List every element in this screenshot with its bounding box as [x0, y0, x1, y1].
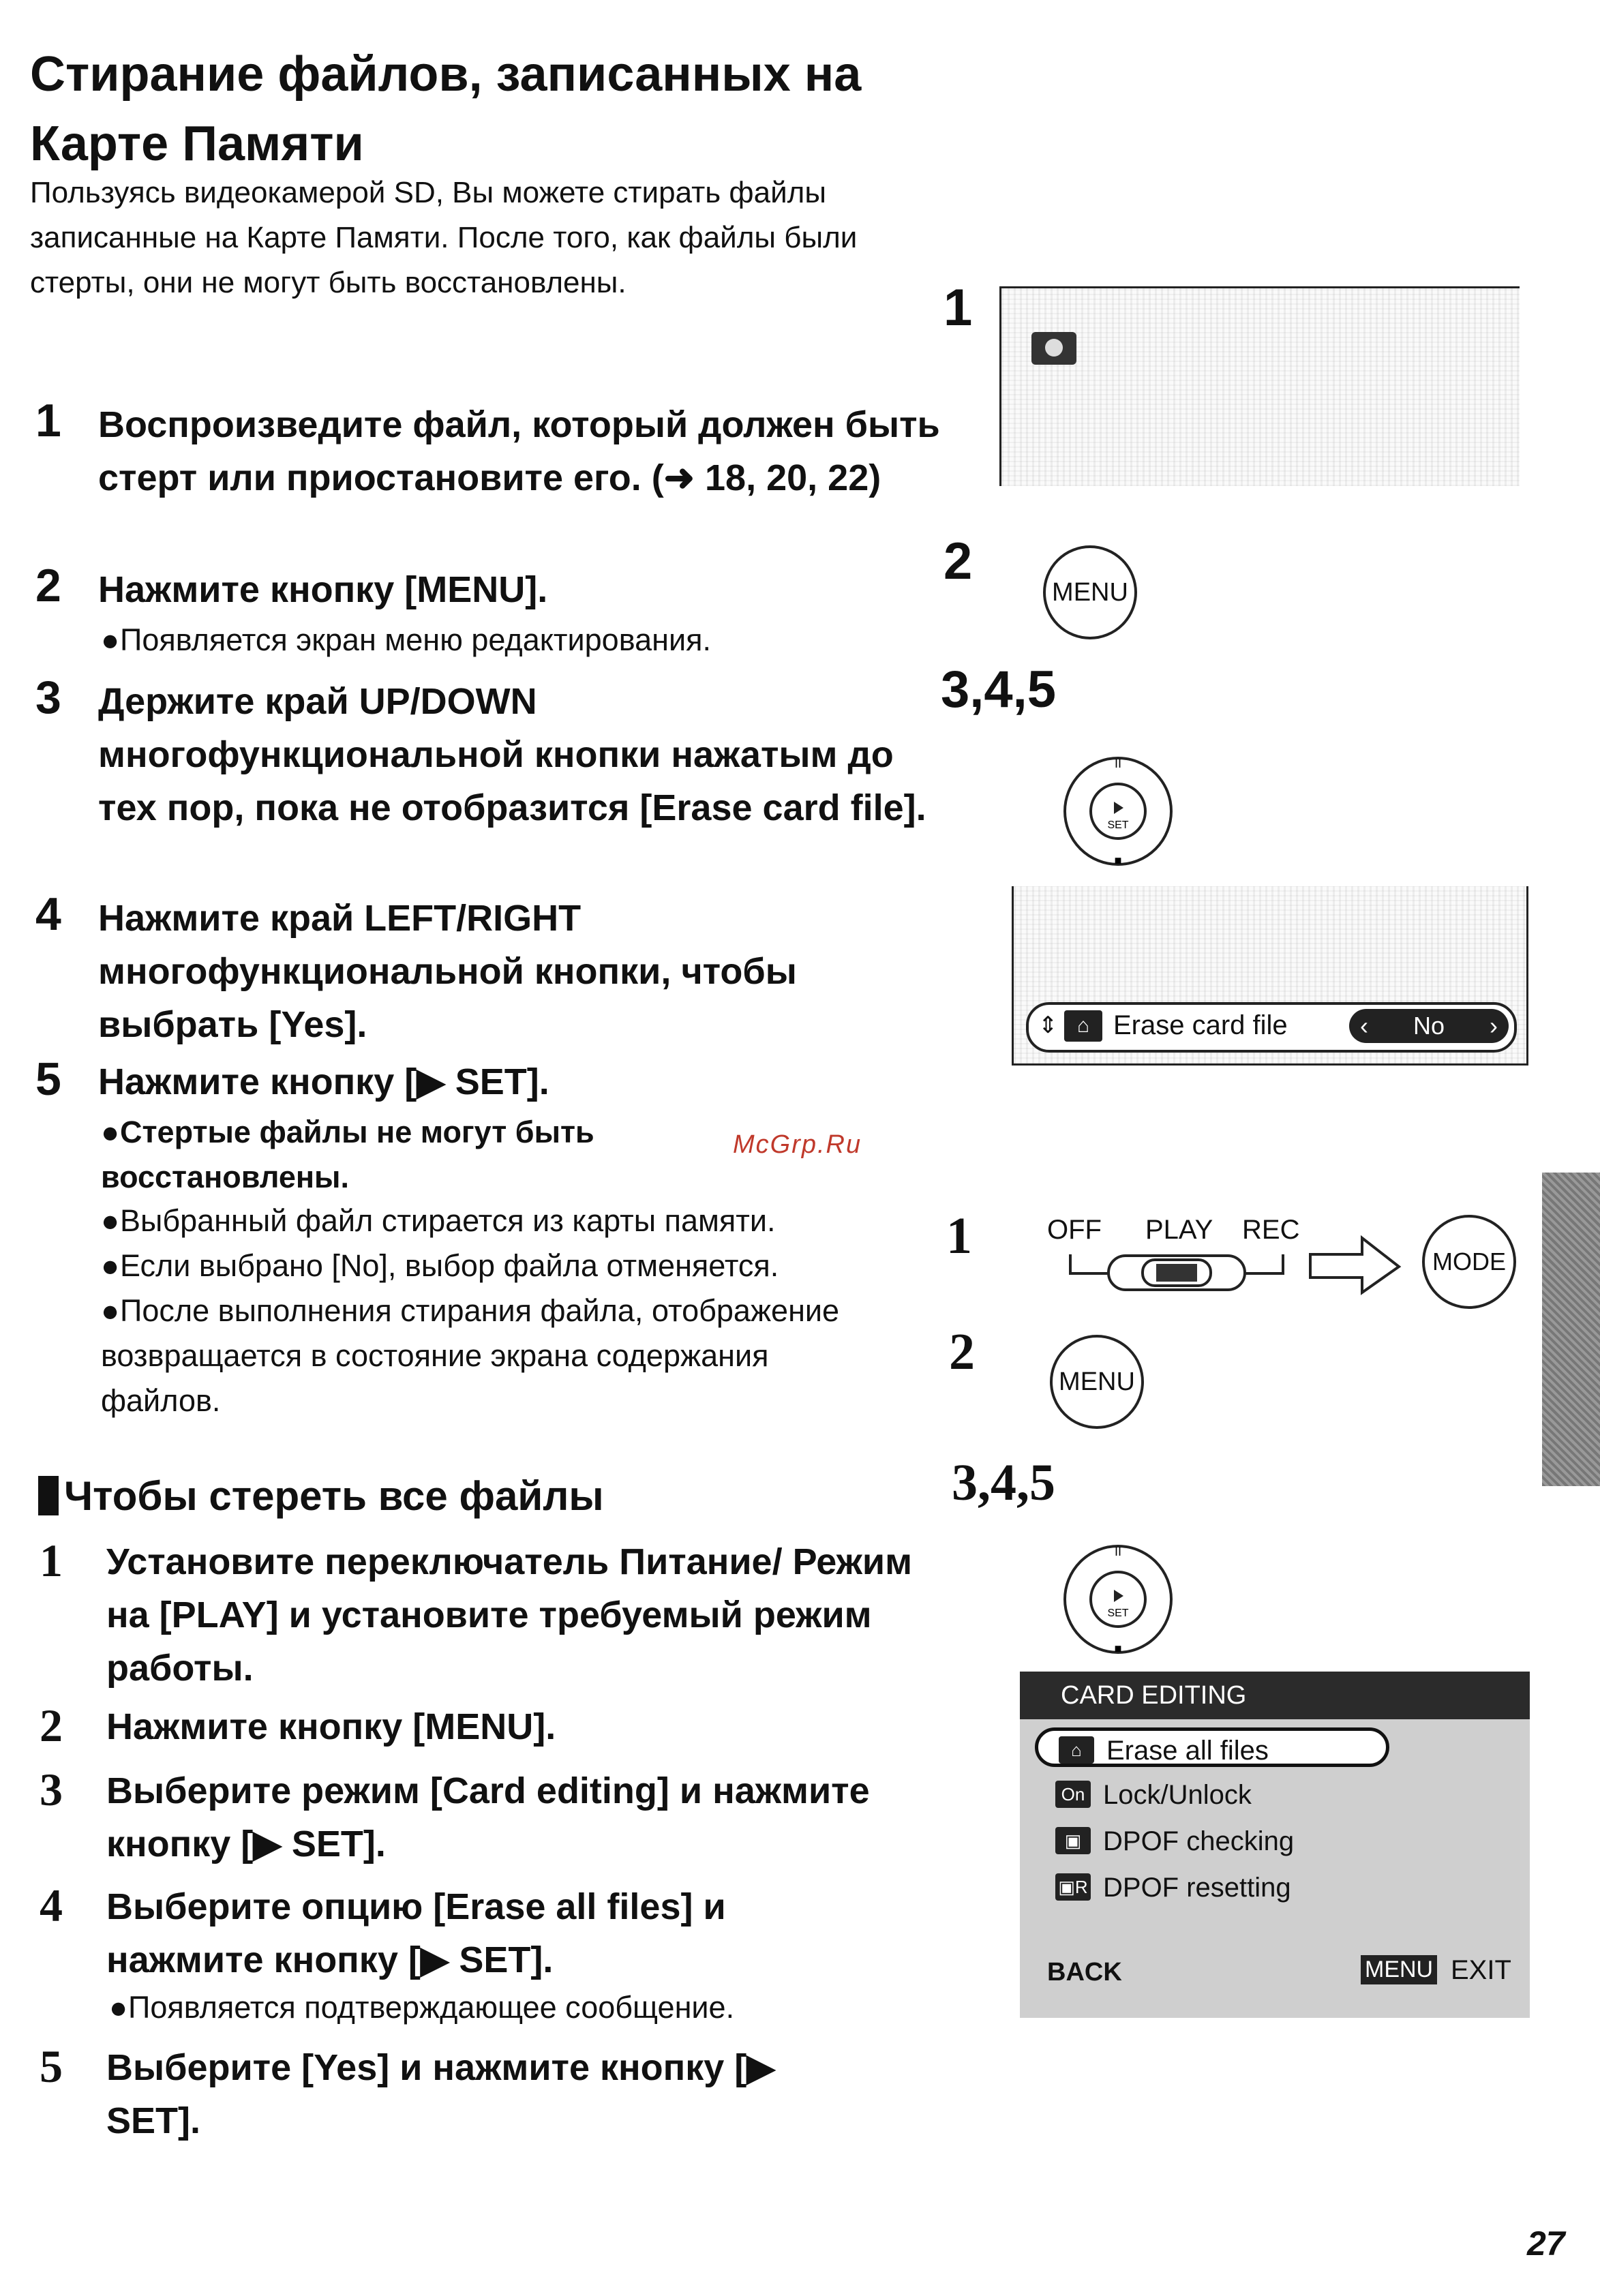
figure-step-number: 1	[944, 279, 973, 337]
step-number: 4	[40, 1879, 63, 1931]
menu-title: CARD EDITING	[1020, 1672, 1530, 1719]
menu-button[interactable]: MENU	[1050, 1335, 1144, 1429]
svg-text:SET: SET	[1107, 819, 1129, 831]
figure-step-number: 2	[944, 532, 973, 590]
dpof-check-icon: ▣	[1055, 1827, 1091, 1854]
erase-card-file-label: Erase card file	[1113, 1010, 1288, 1040]
step-number: 1	[35, 395, 61, 447]
menu-item-lock-unlock[interactable]: On Lock/Unlock	[1035, 1775, 1389, 1815]
step-number: 4	[35, 888, 61, 940]
switch-rec-label: REC	[1242, 1215, 1300, 1245]
dpof-reset-icon: ▣R	[1055, 1873, 1091, 1901]
camera-icon	[1031, 332, 1076, 365]
bullet: ●Если выбрано [No], выбор файла отменяется.	[101, 1248, 779, 1283]
erase-icon: ⌂	[1064, 1010, 1102, 1042]
intro-paragraph: Пользуясь видеокамерой SD, Вы можете стирать файлы записанные на Карте Памяти. После того, как файлы были стерты, они не могут быть восстановлены.	[30, 176, 858, 299]
figure-step-number: 3,4,5	[941, 661, 1057, 719]
figure-step-number: 3,4,5	[952, 1454, 1055, 1511]
power-mode-switch[interactable]	[1068, 1252, 1286, 1293]
page-number: 27	[1527, 2224, 1565, 2263]
step-text: Нажмите кнопку [MENU].	[98, 569, 548, 610]
menu-button[interactable]: MENU	[1043, 545, 1137, 639]
lock-icon: On	[1055, 1781, 1091, 1808]
back-label[interactable]: BACK	[1047, 1958, 1122, 1987]
page-title: Стирание файлов, записанных на Карте Памяти	[30, 47, 862, 171]
erase-icon: ⌂	[1059, 1736, 1094, 1764]
multi-function-dial[interactable]	[1057, 1538, 1179, 1661]
svg-text:■: ■	[1114, 854, 1122, 867]
right-arrow-icon: ›	[1490, 1012, 1498, 1040]
mode-button[interactable]: MODE	[1422, 1215, 1516, 1309]
bullet: ●Выбранный файл стирается из карты памяти.	[101, 1203, 776, 1238]
exit-label[interactable]: EXIT	[1451, 1955, 1511, 1985]
bullet: ●После выполнения стирания файла, отображение возвращается в состояние экрана содержания файлов.	[101, 1293, 840, 1418]
svg-text:■: ■	[1114, 1642, 1122, 1655]
svg-text:II: II	[1114, 1545, 1122, 1558]
arrow-right-icon	[1308, 1234, 1403, 1295]
step-number: 5	[35, 1053, 61, 1105]
playback-screen	[999, 286, 1520, 486]
left-arrow-icon: ‹	[1360, 1012, 1368, 1040]
erase-file-screen	[1012, 886, 1528, 1066]
menu-item-dpof-resetting[interactable]: ▣R DPOF resetting	[1035, 1868, 1389, 1907]
step-number: 3	[40, 1764, 63, 1815]
bullet-bold: ●Стертые файлы не могут быть восстановлены.	[101, 1115, 594, 1194]
step-number: 3	[35, 671, 61, 723]
step-text: Воспроизведите файл, который должен быть стерт или приостановите его. (➜ 18, 20, 22)	[98, 404, 940, 498]
step-number: 2	[35, 560, 61, 611]
step-text: Установите переключатель Питание/ Режим на [PLAY] и установите требуемый режим работы.	[106, 1541, 913, 1689]
step-text: Выберите опцию [Erase all files] и нажмите кнопку [▶ SET].	[106, 1886, 726, 1980]
switch-play-label: PLAY	[1145, 1215, 1213, 1245]
multi-function-dial[interactable]	[1057, 750, 1179, 873]
figure-step-number: 2	[949, 1323, 975, 1380]
step-text: Нажмите кнопку [MENU].	[106, 1706, 556, 1747]
bullet: ●Появляется подтверждающее сообщение.	[109, 1990, 735, 2025]
step-text: Нажмите кнопку [▶ SET].	[98, 1061, 549, 1102]
step-text: Нажмите край LEFT/RIGHT многофункциональной кнопки, чтобы выбрать [Yes].	[98, 898, 797, 1045]
step-text: Держите край UP/DOWN многофункциональной кнопки нажатым до тех пор, пока не отобразится [Erase card file].	[98, 681, 926, 828]
switch-off-label: OFF	[1047, 1215, 1102, 1245]
watermark: McGrp.Ru	[733, 1130, 862, 1159]
erase-card-file-bar[interactable]	[1026, 1002, 1517, 1053]
yes-no-selector[interactable]: ‹ No ›	[1349, 1009, 1509, 1043]
step-text: Выберите режим [Card editing] и нажмите кнопку [▶ SET].	[106, 1770, 870, 1864]
menu-item-erase-all-files[interactable]: ⌂ Erase all files	[1035, 1727, 1389, 1767]
edge-tab	[1542, 1173, 1600, 1486]
heading-square-icon	[38, 1476, 59, 1515]
section-heading: Чтобы стереть все файлы	[38, 1472, 604, 1520]
svg-text:II: II	[1114, 757, 1122, 770]
step-text: Выберите [Yes] и нажмите кнопку [▶ SET].	[106, 2047, 775, 2141]
step-number: 2	[40, 1700, 63, 1751]
menu-key-label: MENU	[1361, 1955, 1437, 1984]
step-number: 1	[40, 1535, 63, 1586]
svg-text:SET: SET	[1107, 1607, 1129, 1619]
updown-arrows-icon: ⇕	[1038, 1012, 1058, 1038]
figure-step-number: 1	[946, 1207, 972, 1265]
step-number: 5	[40, 2040, 63, 2092]
card-editing-menu	[1020, 1672, 1530, 2018]
menu-item-dpof-checking[interactable]: ▣ DPOF checking	[1035, 1822, 1389, 1861]
bullet: ●Появляется экран меню редактирования.	[101, 622, 711, 657]
